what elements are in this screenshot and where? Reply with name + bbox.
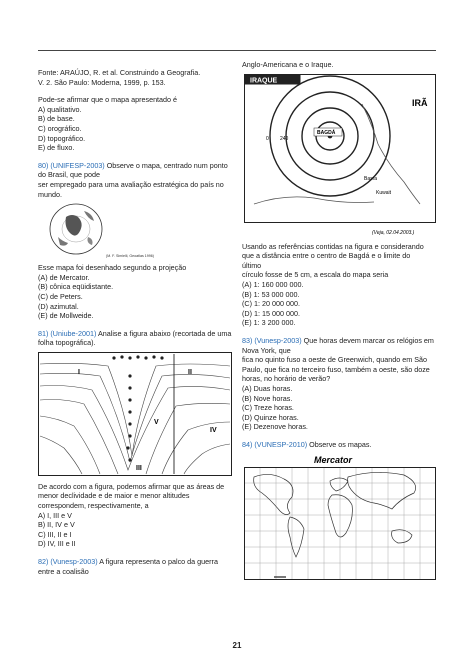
option: B) de base. xyxy=(38,114,75,124)
header-rule xyxy=(38,50,436,51)
mercator-map-figure xyxy=(244,453,436,581)
baghdad-label: BAGDÁ xyxy=(317,129,336,136)
basra-label: Basra xyxy=(364,175,378,182)
option: C) III, II e I xyxy=(38,529,72,539)
topographic-map xyxy=(38,352,232,476)
option: (E) de Mollweide. xyxy=(38,311,94,321)
right-column xyxy=(242,60,438,581)
question-81-stem-3: correspondem, respectivamente, a xyxy=(38,501,149,511)
mercator-title: Mercator xyxy=(314,455,353,466)
azimuthal-map xyxy=(44,203,162,259)
option: C) orográfico. xyxy=(38,123,82,133)
question-82 xyxy=(38,557,234,576)
question-83-text-4: horas, no horário de verão? xyxy=(242,374,331,384)
question-82-tag: 82) (Vunesp-2003) xyxy=(38,557,98,567)
question-81-tag: 81) (Uniube-2001) xyxy=(38,328,97,338)
option: A) I, III e V xyxy=(38,510,72,520)
iraq-concentric-map xyxy=(244,74,436,238)
option: (A) Duas horas. xyxy=(242,383,293,393)
question-text-4: círculo fosse de 5 cm, a escala do mapa seria xyxy=(242,270,389,280)
option: (D) azimutal. xyxy=(38,301,79,311)
option: D) IV, III e II xyxy=(38,539,76,549)
left-column xyxy=(38,68,234,576)
source-line-2: V. 2. São Paulo: Moderna, 1999, p. 153. xyxy=(38,77,166,87)
scale-start: 0 xyxy=(266,135,269,142)
area-label-IV: IV xyxy=(210,426,217,434)
option: (D) Quinze horas. xyxy=(242,412,299,422)
question-84 xyxy=(242,440,438,450)
option: (E) Dezenove horas. xyxy=(242,422,308,432)
area-label-III: III xyxy=(136,464,142,472)
question-83-text-3: Paulo, que fica no terceiro fuso, também a oeste, são doze xyxy=(242,364,430,374)
option: D) topográfico. xyxy=(38,133,86,143)
page-number: 21 xyxy=(232,641,242,650)
option: (E) 1: 3 200 000. xyxy=(242,318,296,328)
question-stem: Pode-se afirmar que o mapa apresentado é xyxy=(38,95,178,105)
question-84-text: Observe os mapas. xyxy=(307,439,372,449)
question-80-text-2: ser empregado para uma avaliação estratégica do país no mundo. xyxy=(38,179,224,199)
option: A) qualitativo. xyxy=(38,104,82,114)
area-label-I: I xyxy=(78,368,80,376)
area-label-II: II xyxy=(188,368,192,376)
option: E) de fluxo. xyxy=(38,143,75,153)
iraq-map-figure xyxy=(244,74,436,238)
scale-end: 240 xyxy=(280,135,289,142)
iran-label: IRÃ xyxy=(412,97,428,108)
source-line-1: Fonte: ARAÚJO, R. et al. Construindo a Geografia. xyxy=(38,68,201,77)
question-80-stem: Esse mapa foi desenhado segundo a projeção xyxy=(38,263,187,273)
question-83-text-1: Que horas devem marcar os relógios em Nova York, que xyxy=(242,335,434,355)
option: (B) cônica eqüidistante. xyxy=(38,282,114,292)
option: (D) 1: 15 000 000. xyxy=(242,308,300,318)
option: (C) 1: 20 000 000. xyxy=(242,299,300,309)
option: (C) Treze horas. xyxy=(242,403,294,413)
area-label-V: V xyxy=(154,418,159,426)
question-82-continuation: Anglo-Americana e o Iraque. xyxy=(242,60,334,69)
question-84-tag: 84) (VUNESP-2010) xyxy=(242,439,308,449)
question-text-1: Usando as referências contidas na figura e considerando xyxy=(242,241,424,251)
question-81 xyxy=(38,329,234,348)
map-caption: (M. F. Simielli, Geoatlas 1996) xyxy=(106,254,154,259)
question-83 xyxy=(242,336,438,355)
azimuthal-map-figure xyxy=(44,203,162,259)
question-81-stem-1: De acordo com a figura, podemos afirmar que as áreas de xyxy=(38,481,225,491)
option: (C) de Peters. xyxy=(38,291,83,301)
kuwait-label: Kuwait xyxy=(376,189,392,196)
question-80-text-1: Observe o mapa, centrado num ponto do Brasil, que pode xyxy=(38,160,228,180)
question-text-3: último xyxy=(242,260,262,270)
option: (A) de Mercator. xyxy=(38,272,90,282)
topographic-figure xyxy=(38,352,232,476)
iraq-caption: (Veja, 02.04.2003.) xyxy=(372,229,415,236)
option: (B) 1: 53 000 000. xyxy=(242,289,300,299)
question-81-stem-2: menor declividade e de maior e menor altitudes xyxy=(38,491,190,501)
iraq-label: IRAQUE xyxy=(250,77,278,85)
option: B) II, IV e V xyxy=(38,520,75,530)
mercator-map xyxy=(244,453,436,581)
question-83-tag: 83) (Vunesp-2003) xyxy=(242,335,302,345)
option: (A) 1: 160 000 000. xyxy=(242,279,304,289)
question-80 xyxy=(38,161,234,180)
option: (B) Nove horas. xyxy=(242,393,293,403)
question-80-tag: 80) (UNIFESP-2003) xyxy=(38,160,105,170)
question-text-2: que a distância entre o centro de Bagdá e o limite do xyxy=(242,251,411,261)
question-81-text: Analise a figura abaixo (recortada de uma folha topográfica). xyxy=(38,328,232,348)
question-82-text: A figura representa o palco da guerra entre a coalisão xyxy=(38,557,218,576)
question-83-text-2: fica no quinto fuso a oeste de Greenwich, quando em São xyxy=(242,355,428,365)
